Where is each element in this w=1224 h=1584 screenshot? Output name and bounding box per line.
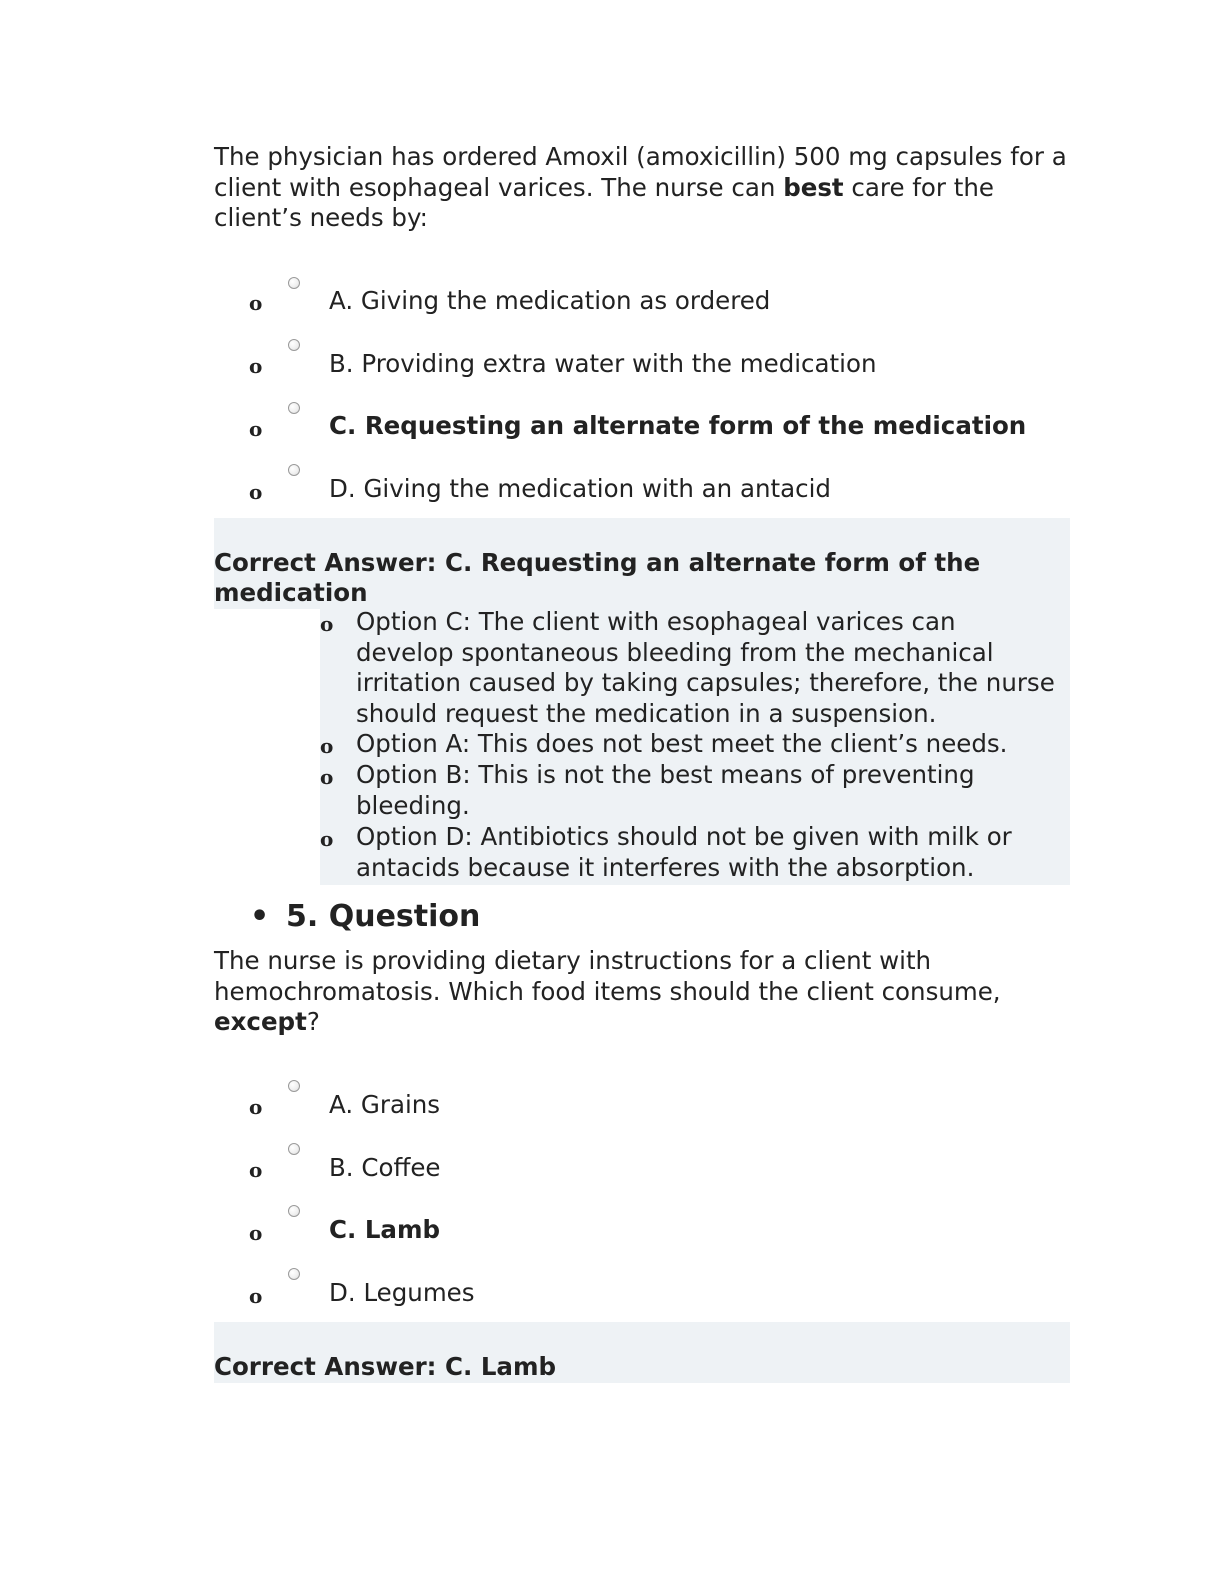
option-b-label: B. Coffee	[329, 1153, 441, 1182]
question-5-heading	[250, 899, 480, 935]
option-marker: o	[249, 354, 263, 378]
option-marker: o	[249, 1221, 263, 1245]
correct-answer-line-2: medication	[214, 578, 368, 607]
correct-answer-heading	[214, 1352, 1074, 1382]
option-c-radio[interactable]	[288, 1205, 300, 1217]
correct-answer-text: Correct Answer: C. Lamb	[214, 1352, 557, 1381]
option-d-radio[interactable]	[288, 1268, 300, 1280]
explanation-marker: o	[320, 765, 334, 789]
explanation-text: Option C: The client with esophageal varices can develop spontaneous bleeding from the mechanical irritation caused by taking capsules; therefore, the nurse should request the medication in a suspension.	[356, 607, 1055, 728]
option-a-radio[interactable]	[288, 277, 300, 289]
explanation-item	[320, 607, 1060, 729]
question-5-stem-emphasis: except	[214, 1007, 307, 1036]
option-marker: o	[249, 480, 263, 504]
option-a-label: A. Giving the medication as ordered	[329, 286, 771, 315]
question-5-stem-text-end: ?	[306, 1007, 320, 1036]
option-a-label: A. Grains	[329, 1090, 441, 1119]
option-d-radio[interactable]	[288, 464, 300, 476]
option-marker: o	[249, 417, 263, 441]
explanation-item	[320, 729, 1060, 760]
option-d-label: D. Giving the medication with an antacid	[329, 474, 831, 503]
option-marker: o	[249, 291, 263, 315]
question-4-stem-text-end: care for the client’s needs by:	[214, 172, 994, 232]
option-d-label: D. Legumes	[329, 1278, 475, 1307]
bullet: •	[250, 899, 270, 934]
question-5-stem	[214, 946, 1074, 1038]
option-b-radio[interactable]	[288, 339, 300, 351]
explanation-text: Option B: This is not the best means of preventing bleeding.	[356, 760, 975, 820]
option-a-radio[interactable]	[288, 1080, 300, 1092]
explanation-text: Option A: This does not best meet the client’s needs.	[356, 729, 1008, 758]
option-c-label: C. Requesting an alternate form of the medication	[329, 411, 1027, 440]
question-4-stem	[214, 142, 1074, 234]
option-c-label: C. Lamb	[329, 1215, 441, 1244]
correct-answer-line-1: Correct Answer: C. Requesting an alternate form of the	[214, 548, 981, 577]
explanation-item	[320, 760, 1060, 821]
explanation-text: Option D: Antibiotics should not be given with milk or antacids because it interferes with the absorption.	[356, 822, 1012, 882]
explanation-marker: o	[320, 612, 334, 636]
question-5-stem-text: The nurse is providing dietary instructions for a client with hemochromatosis. Which food items should the client consume,	[214, 946, 1001, 1006]
question-4-stem-text: The physician has ordered Amoxil (amoxicillin) 500 mg capsules for a client with esophageal varices. The nurse can	[214, 142, 1067, 202]
option-marker: o	[249, 1158, 263, 1182]
question-4-stem-emphasis: best	[783, 172, 844, 202]
option-marker: o	[249, 1095, 263, 1119]
option-c-radio[interactable]	[288, 402, 300, 414]
explanation-marker: o	[320, 827, 334, 851]
correct-answer-heading	[214, 548, 1074, 608]
option-b-radio[interactable]	[288, 1143, 300, 1155]
option-marker: o	[249, 1284, 263, 1308]
question-5-title: 5. Question	[286, 899, 481, 934]
option-b-label: B. Providing extra water with the medication	[329, 349, 877, 378]
explanation-marker: o	[320, 734, 334, 758]
explanation-item	[320, 822, 1060, 883]
